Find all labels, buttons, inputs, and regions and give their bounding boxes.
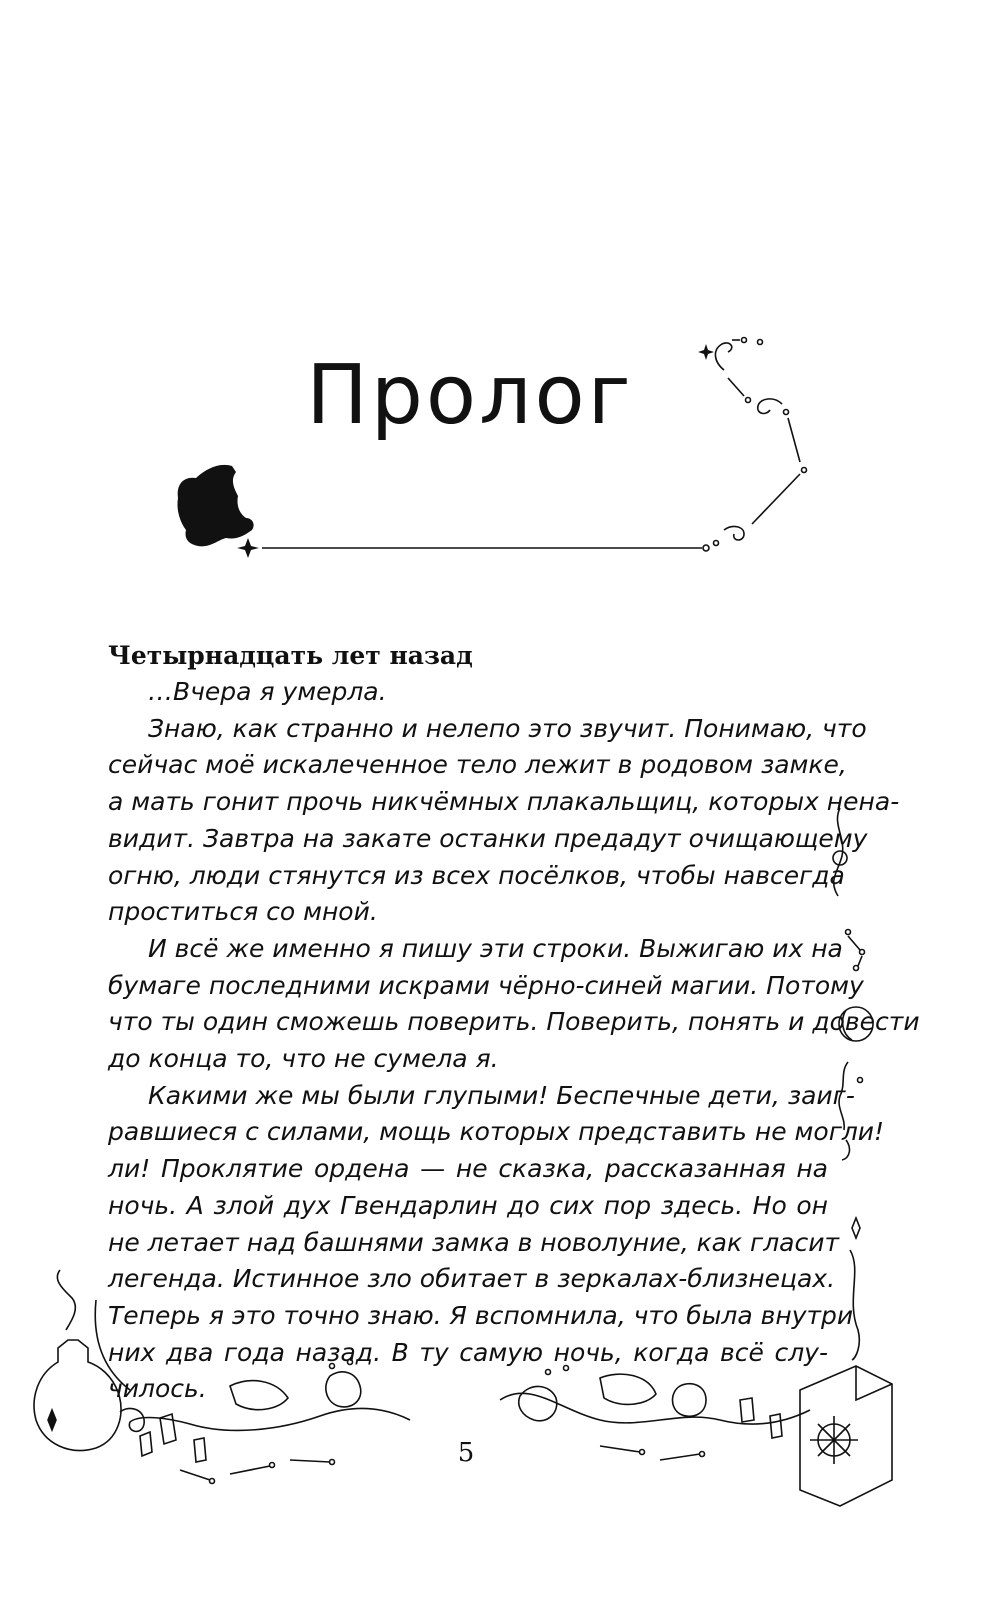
text-line: чилось. bbox=[108, 1374, 207, 1404]
text-line: равшиеся с силами, мощь которых представить не могли! bbox=[108, 1117, 885, 1147]
text-line: ночь. А злой дух Гвендарлин до сих пор здесь. Но он bbox=[108, 1190, 828, 1220]
text-line: И всё же именно я пишу эти строки. Выжигаю их на bbox=[148, 933, 843, 963]
cat-silhouette-icon bbox=[177, 465, 253, 546]
text-line: не летает над башнями замка в новолуние, как гласит bbox=[108, 1227, 840, 1257]
text-line: что ты один сможешь поверить. Поверить, понять и довести bbox=[108, 1007, 920, 1037]
text-line: легенда. Истинное зло обитает в зеркалах-близнецах. bbox=[108, 1264, 836, 1294]
text-line: Теперь я это точно знаю. Я вспомнила, что была внутри bbox=[108, 1300, 854, 1330]
page-number: 5 bbox=[457, 1438, 475, 1468]
text-line: а мать гонит прочь никчёмных плакальщиц, которых нена- bbox=[108, 787, 900, 817]
text-line: огню, люди стянутся из всех посёлков, чтобы навсегда bbox=[108, 860, 845, 890]
text-line: проститься со мной. bbox=[108, 897, 378, 927]
text-line: …Вчера я умерла. bbox=[148, 677, 387, 706]
text-line: видит. Завтра на закате останки предадут очищающему bbox=[108, 823, 868, 853]
body-text bbox=[108, 638, 920, 1408]
text-line: до конца то, что не сумела я. bbox=[108, 1044, 499, 1074]
text-line: сейчас моё искалеченное тело лежит в родовом замке, bbox=[108, 750, 847, 780]
section-heading: Четырнадцать лет назад bbox=[108, 641, 473, 670]
text-line: бумаге последними искрами чёрно-синей магии. Потому bbox=[108, 970, 864, 1000]
text-line: них два года назад. В ту самую ночь, когда всё слу- bbox=[108, 1337, 828, 1367]
text-line: Знаю, как странно и нелепо это звучит. Понимаю, что bbox=[148, 713, 867, 743]
chapter-title: Пролог bbox=[306, 348, 634, 443]
text-line: Какими же мы были глупыми! Беспечные дети, заиг- bbox=[148, 1080, 855, 1110]
text-line: ли! Проклятие ордена — не сказка, рассказанная на bbox=[108, 1154, 828, 1184]
